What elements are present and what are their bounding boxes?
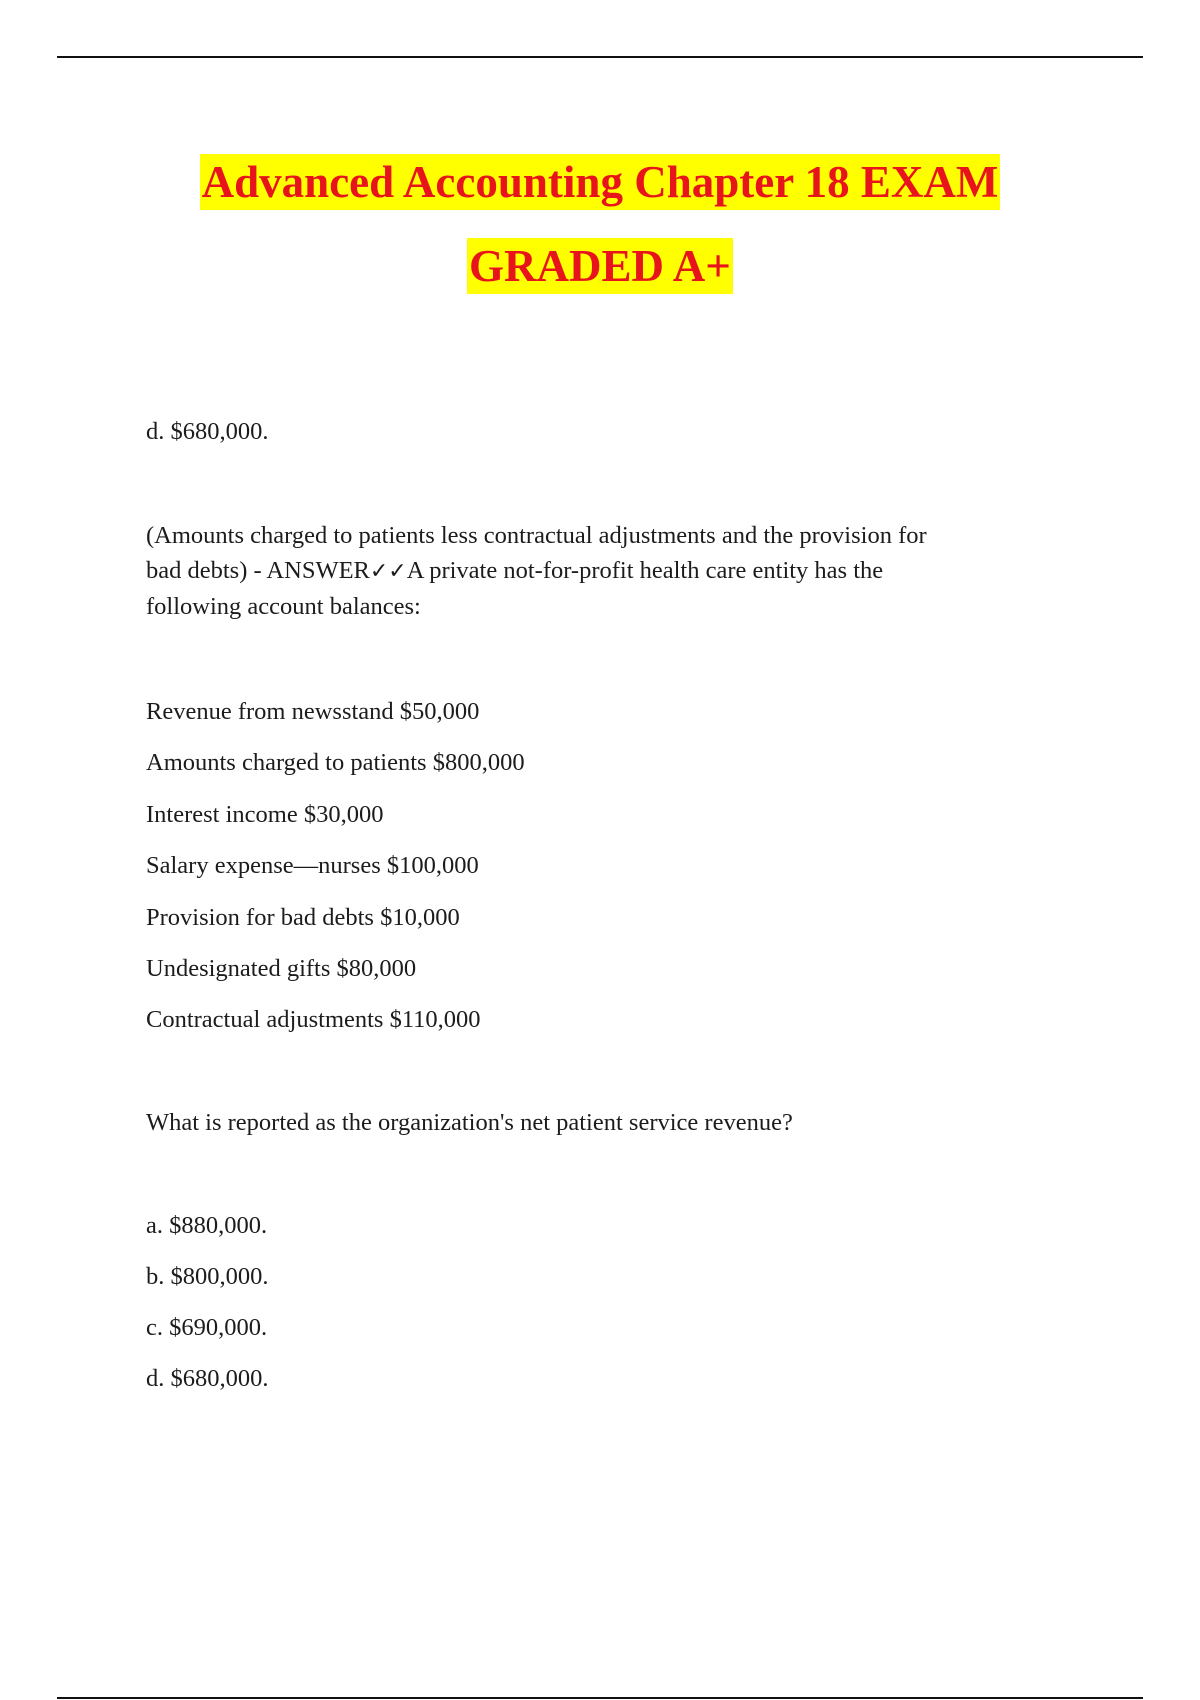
option-c: c. $690,000. bbox=[146, 1314, 268, 1341]
question-line-2 bbox=[146, 553, 1066, 589]
title-line-1: Advanced Accounting Chapter 18 EXAM bbox=[200, 154, 1001, 210]
title-line-2: GRADED A+ bbox=[467, 238, 733, 294]
option-d: d. $680,000. bbox=[146, 1365, 269, 1392]
checkmark-icon: ✓✓ bbox=[369, 559, 407, 584]
question-text bbox=[146, 518, 1066, 624]
previous-answer: d. $680,000. bbox=[146, 418, 269, 445]
balance-item: Amounts charged to patients $800,000 bbox=[146, 749, 525, 776]
top-rule bbox=[57, 56, 1143, 58]
balance-item: Revenue from newsstand $50,000 bbox=[146, 698, 480, 725]
document-title bbox=[0, 140, 1200, 308]
question-line-2-text: A private not-for-profit health care entity has the bbox=[406, 557, 884, 584]
option-a: a. $880,000. bbox=[146, 1212, 268, 1239]
balance-item: Provision for bad debts $10,000 bbox=[146, 904, 460, 931]
balance-item: Interest income $30,000 bbox=[146, 801, 384, 828]
balance-item: Undesignated gifts $80,000 bbox=[146, 955, 417, 982]
balance-item: Salary expense—nurses $100,000 bbox=[146, 852, 479, 879]
question-prompt: What is reported as the organization's net patient service revenue? bbox=[146, 1109, 793, 1136]
bottom-rule bbox=[57, 1697, 1143, 1699]
balance-item: Contractual adjustments $110,000 bbox=[146, 1006, 481, 1033]
option-b: b. $800,000. bbox=[146, 1263, 269, 1290]
question-line-3: following account balances: bbox=[146, 593, 421, 620]
question-line-1: (Amounts charged to patients less contractual adjustments and the provision for bbox=[146, 522, 927, 549]
answer-label: bad debts) - ANSWER bbox=[146, 557, 370, 584]
